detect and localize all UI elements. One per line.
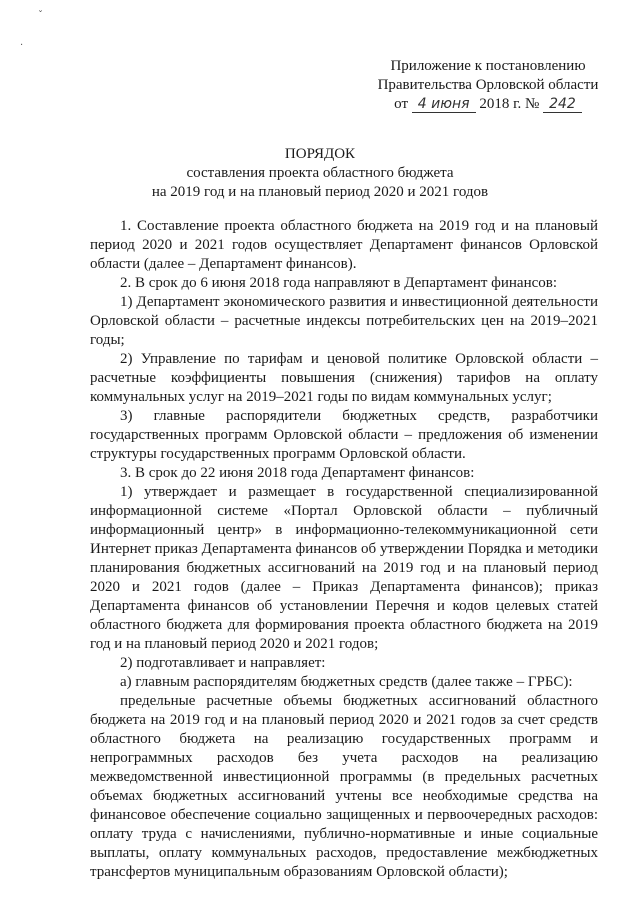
- title-line-2: составления проекта областного бюджета: [186, 165, 454, 181]
- document-title: [0, 145, 640, 202]
- header-line-appendix: Приложение к постановлению: [390, 58, 586, 74]
- paragraph: 2) Управление по тарифам и ценовой политике Орловской области – расчетные коэффициенты повышения (снижения) тарифов на оплату коммунальных услуг на 2019–2021 годы по видам коммунальных услуг;: [90, 351, 598, 405]
- paragraph: а) главным распорядителям бюджетных средств (далее также – ГРБС):: [120, 674, 573, 690]
- paragraph: 3) главные распорядители бюджетных средств, разработчики государственных программ Орловской области – предложения об изменении структуры государственных программ Орловской области.: [90, 408, 598, 462]
- approval-header: [358, 57, 618, 114]
- paragraph: 3. В срок до 22 июня 2018 года Департамент финансов:: [120, 465, 475, 481]
- title-heading: ПОРЯДОК: [284, 146, 356, 162]
- handwritten-date: 4 июня: [412, 96, 476, 113]
- handwritten-number: 242: [543, 96, 582, 113]
- paragraph: 1) Департамент экономического развития и инвестиционной деятельности Орловской области – расчетные индексы потребительских цен на 2019–2021 годы;: [90, 294, 598, 348]
- scan-speck: ˇ: [38, 10, 43, 21]
- paragraph: предельные расчетные объемы бюджетных ассигнований областного бюджета на 2019 год и на плановый период 2020 и 2021 годов за счет средств областного бюджета на реализацию государственных программ и непрограммных расходов без учета расходов на реализацию межведомственной инвестиционной программы (в предельных расчетных объемах бюджетных ассигнований учтены все необходимые средства на финансовое обеспечение социально защищенных и первоочередных расходов: оплату труда с начислениями, публично-нормативные и иные социальные выплаты, оплату коммунальных расходов, предоставление межбюджетных трансфертов муниципальным образованиям Орловской области);: [90, 693, 598, 880]
- paragraph: 1) утверждает и размещает в государственной специализированной информационной системе «Портал Орловской области – публичный информационный центр» в информационно-телекоммуникационной сети Интернет приказ Департамента финансов об утверждении Порядка и методики планирования бюджетных ассигнований на 2019 год и на плановый период 2020 и 2021 годов (далее – Приказ Департамента финансов); приказ Департамента финансов об установлении Перечня и кодов целевых статей областного бюджета для формирования проекта областного бюджета на 2019 год и на плановый период 2020 и 2021 годов;: [90, 484, 598, 652]
- scan-speck: ·: [20, 40, 24, 51]
- date-year: 2018 г. №: [479, 96, 540, 112]
- header-line-government: Правительства Орловской области: [377, 77, 599, 93]
- title-line-3: на 2019 год и на плановый период 2020 и 2021 годов: [151, 184, 489, 200]
- paragraph: 1. Составление проекта областного бюджета на 2019 год и на плановый период 2020 и 2021 годов осуществляет Департамент финансов Орловской области (далее – Департамент финансов).: [90, 218, 598, 272]
- document-body: [90, 217, 598, 882]
- header-line-date: [358, 95, 618, 114]
- paragraph: 2) подготавливает и направляет:: [120, 655, 326, 671]
- paragraph: 2. В срок до 6 июня 2018 года направляют в Департамент финансов:: [120, 275, 558, 291]
- date-prefix: от: [394, 96, 408, 112]
